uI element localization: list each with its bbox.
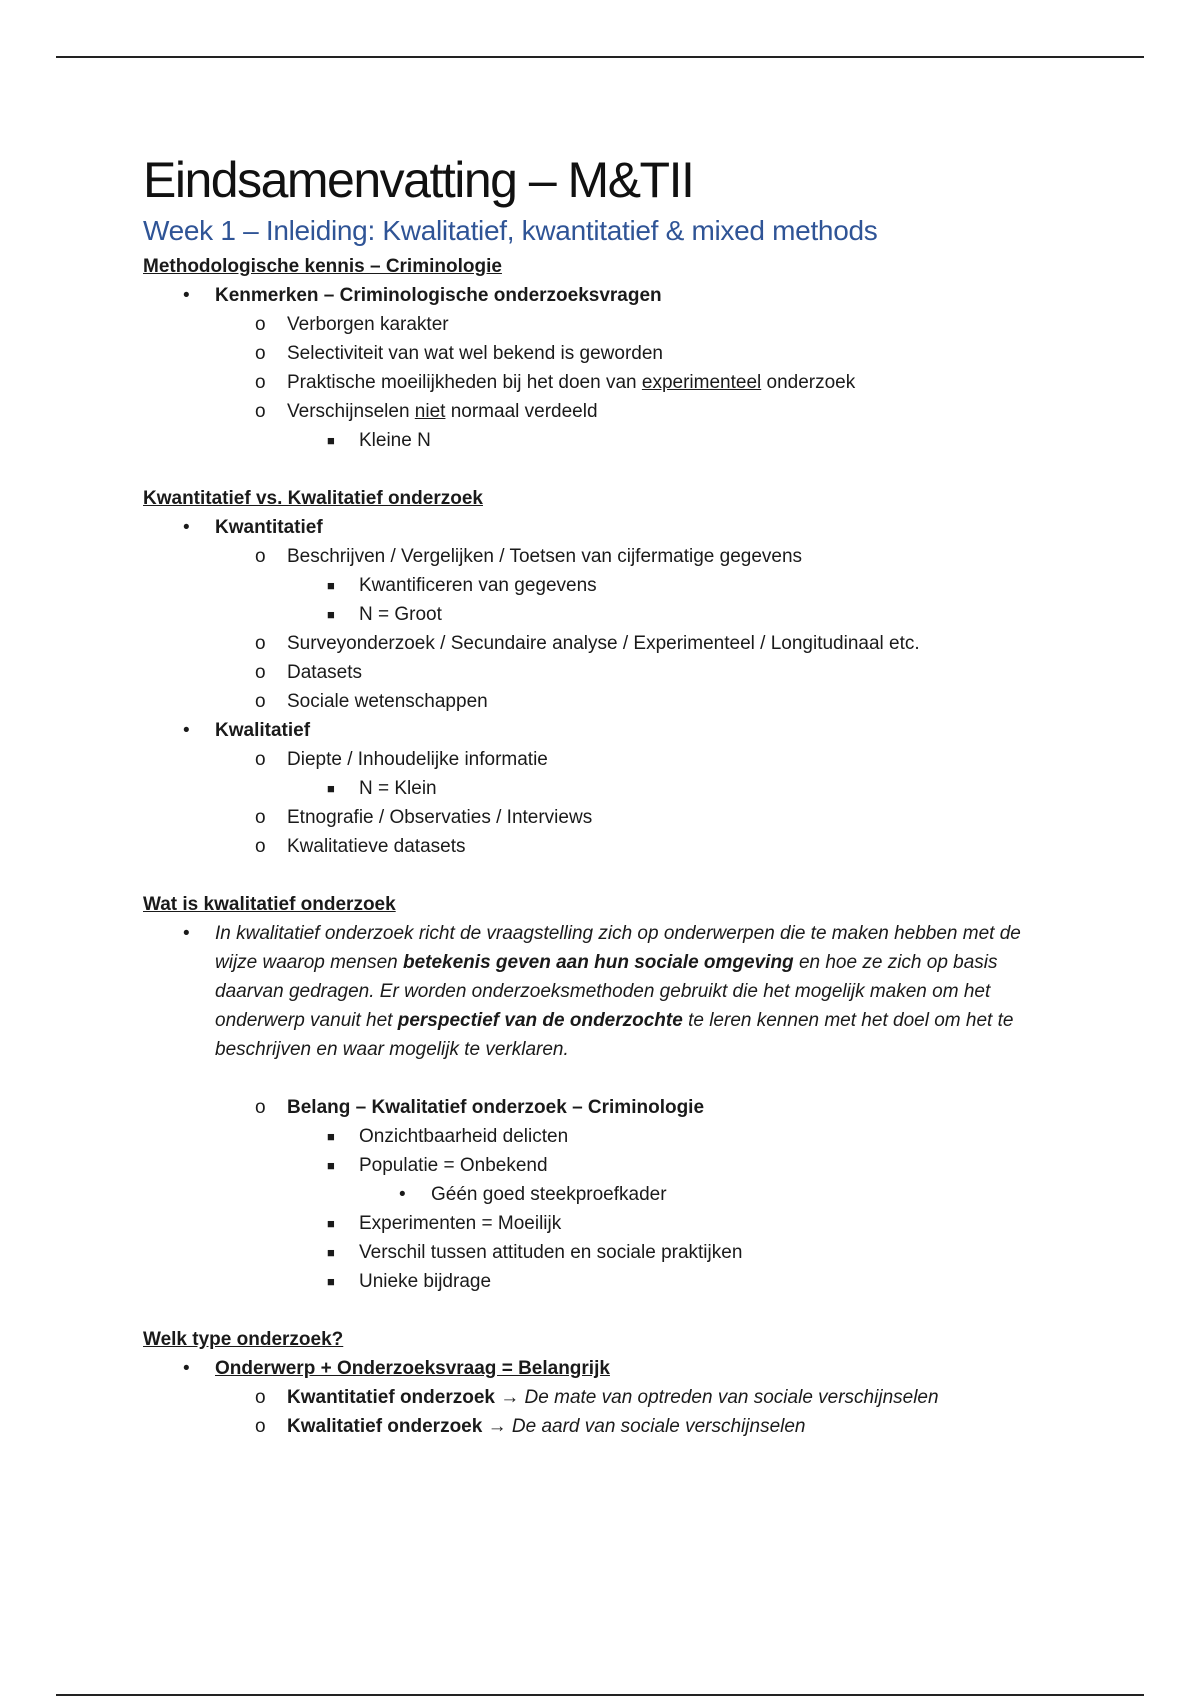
circle-bullet-icon: o xyxy=(255,1097,266,1118)
list-item: o Verschijnselen niet normaal verdeeld ■ Kleine N xyxy=(215,397,1103,455)
footer-rule xyxy=(56,1694,1144,1696)
list-item: o Kwalitatief onderzoek → De aard van sociale verschijnselen xyxy=(215,1412,1103,1441)
list-item: • Kwantitatief o Beschrijven / Vergelijken / Toetsen van cijfermatige gegevens ■ Kwantificeren van gegevens ■ N = Groot o Surveyonderzoek / Secundaire analyse / Experimenteel / Longitudinaal etc. o Datasets o Sociale wetenschappen xyxy=(143,513,1103,716)
section-heading-methodologische-kennis: Methodologische kennis – Criminologie xyxy=(143,256,502,277)
bullet-icon: • xyxy=(183,923,190,944)
bullet-icon: • xyxy=(183,720,190,741)
circle-bullet-icon: o xyxy=(255,836,266,857)
list-item: ■ Populatie = Onbekend • Géén goed steekproefkader xyxy=(287,1151,1103,1209)
circle-bullet-icon: o xyxy=(255,314,266,335)
bullet-icon: • xyxy=(183,1358,190,1379)
header-rule xyxy=(56,56,1144,58)
square-bullet-icon: ■ xyxy=(327,781,335,796)
list-item xyxy=(143,919,1103,1296)
circle-bullet-icon: o xyxy=(255,372,266,393)
section-heading-welk-type: Welk type onderzoek? xyxy=(143,1329,344,1350)
section-heading-wat-is-kwalitatief: Wat is kwalitatief onderzoek xyxy=(143,894,396,915)
square-bullet-icon: ■ xyxy=(327,607,335,622)
list-welk-type xyxy=(143,1354,1103,1441)
list-item: o Kwantitatief onderzoek → De mate van optreden van sociale verschijnselen xyxy=(215,1383,1103,1412)
circle-bullet-icon: o xyxy=(255,633,266,654)
list-item: • Onderwerp + Onderzoeksvraag = Belangrijk o Kwantitatief onderzoek → De mate van optreden van sociale verschijnselen o Kwalitatief onderzoek → De aard van sociale verschijnselen xyxy=(143,1354,1103,1441)
bullet-icon: • xyxy=(399,1184,406,1205)
list-item: • Géén goed steekproefkader xyxy=(359,1180,1103,1209)
square-bullet-icon: ■ xyxy=(327,1274,335,1289)
square-bullet-icon: ■ xyxy=(327,1216,335,1231)
list-item: • Kenmerken – Criminologische onderzoeksvragen o Verborgen karakter o Selectiviteit van wat wel bekend is geworden o Praktische moeilijkheden bij het doen van experimenteel onderzoek o Verschijnselen niet normaal verdeeld ■ Kleine N xyxy=(143,281,1103,455)
arrow-right-icon: → xyxy=(487,1416,507,1437)
list-item: ■ Experimenten = Moeilijk xyxy=(287,1209,1103,1238)
list-item: • Kwalitatief o Diepte / Inhoudelijke informatie ■ N = Klein o Etnografie / Observaties / Interviews o Kwalitatieve datasets xyxy=(143,716,1103,861)
circle-bullet-icon: o xyxy=(255,401,266,422)
list-kwalitatief-definitie xyxy=(143,919,1103,1296)
week-heading: Week 1 – Inleiding: Kwalitatief, kwantitatief & mixed methods xyxy=(143,215,878,246)
list-item: o Diepte / Inhoudelijke informatie ■ N = Klein xyxy=(215,745,1103,803)
circle-bullet-icon: o xyxy=(255,343,266,364)
arrow-right-icon: → xyxy=(500,1387,520,1408)
list-item: ■ N = Klein xyxy=(287,774,1103,803)
list-item: o Sociale wetenschappen xyxy=(215,687,1103,716)
list-item: o Belang – Kwalitatief onderzoek – Criminologie ■ Onzichtbaarheid delicten ■ Populatie = Onbekend • Géén goed steekproefkader ■ Experimenten = Moeilijk ■ Verschil tussen attituden en sociale praktijken ■ Unieke bijdrage xyxy=(215,1093,1103,1296)
list-item: o Beschrijven / Vergelijken / Toetsen van cijfermatige gegevens ■ Kwantificeren van gegevens ■ N = Groot xyxy=(215,542,1103,629)
circle-bullet-icon: o xyxy=(255,807,266,828)
list-item: o Kwalitatieve datasets xyxy=(215,832,1103,861)
list-item: o Etnografie / Observaties / Interviews xyxy=(215,803,1103,832)
list-item: ■ Unieke bijdrage xyxy=(287,1267,1103,1296)
circle-bullet-icon: o xyxy=(255,691,266,712)
document-title: Eindsamenvatting – M&TII xyxy=(143,152,694,208)
list-item: ■ Onzichtbaarheid delicten xyxy=(287,1122,1103,1151)
square-bullet-icon: ■ xyxy=(327,1158,335,1173)
list-item: ■ Verschil tussen attituden en sociale praktijken xyxy=(287,1238,1103,1267)
square-bullet-icon: ■ xyxy=(327,433,335,448)
list-kwant-kwal xyxy=(143,513,1103,861)
circle-bullet-icon: o xyxy=(255,662,266,683)
list-item: ■ Kleine N xyxy=(287,426,1103,455)
list-item: o Verborgen karakter xyxy=(215,310,1103,339)
definition-paragraph: In kwalitatief onderzoek richt de vraagstelling zich op onderwerpen die te maken hebben met de wijze waarop mensen betekenis geven aan hun sociale omgeving en hoe ze zich op basis daarvan gedragen. Er worden onderzoeksmethoden gebruikt die het mogelijk maken om het onderwerp vanuit het perspectief van de onderzochte te leren kennen met het doel om het te beschrijven en waar mogelijk te verklaren. xyxy=(215,923,1021,1060)
document-body xyxy=(143,148,1103,1441)
square-bullet-icon: ■ xyxy=(327,578,335,593)
bullet-icon: • xyxy=(183,517,190,538)
circle-bullet-icon: o xyxy=(255,1387,266,1408)
list-item: o Datasets xyxy=(215,658,1103,687)
list-item: ■ N = Groot xyxy=(287,600,1103,629)
circle-bullet-icon: o xyxy=(255,546,266,567)
circle-bullet-icon: o xyxy=(255,749,266,770)
list-kenmerken xyxy=(143,281,1103,455)
list-item: ■ Kwantificeren van gegevens xyxy=(287,571,1103,600)
square-bullet-icon: ■ xyxy=(327,1245,335,1260)
section-heading-kwant-vs-kwal: Kwantitatief vs. Kwalitatief onderzoek xyxy=(143,488,483,509)
circle-bullet-icon: o xyxy=(255,1416,266,1437)
list-item: o Surveyonderzoek / Secundaire analyse / Experimenteel / Longitudinaal etc. xyxy=(215,629,1103,658)
square-bullet-icon: ■ xyxy=(327,1129,335,1144)
bullet-icon: • xyxy=(183,285,190,306)
list-item: o Selectiviteit van wat wel bekend is geworden xyxy=(215,339,1103,368)
list-item: o Praktische moeilijkheden bij het doen van experimenteel onderzoek xyxy=(215,368,1103,397)
